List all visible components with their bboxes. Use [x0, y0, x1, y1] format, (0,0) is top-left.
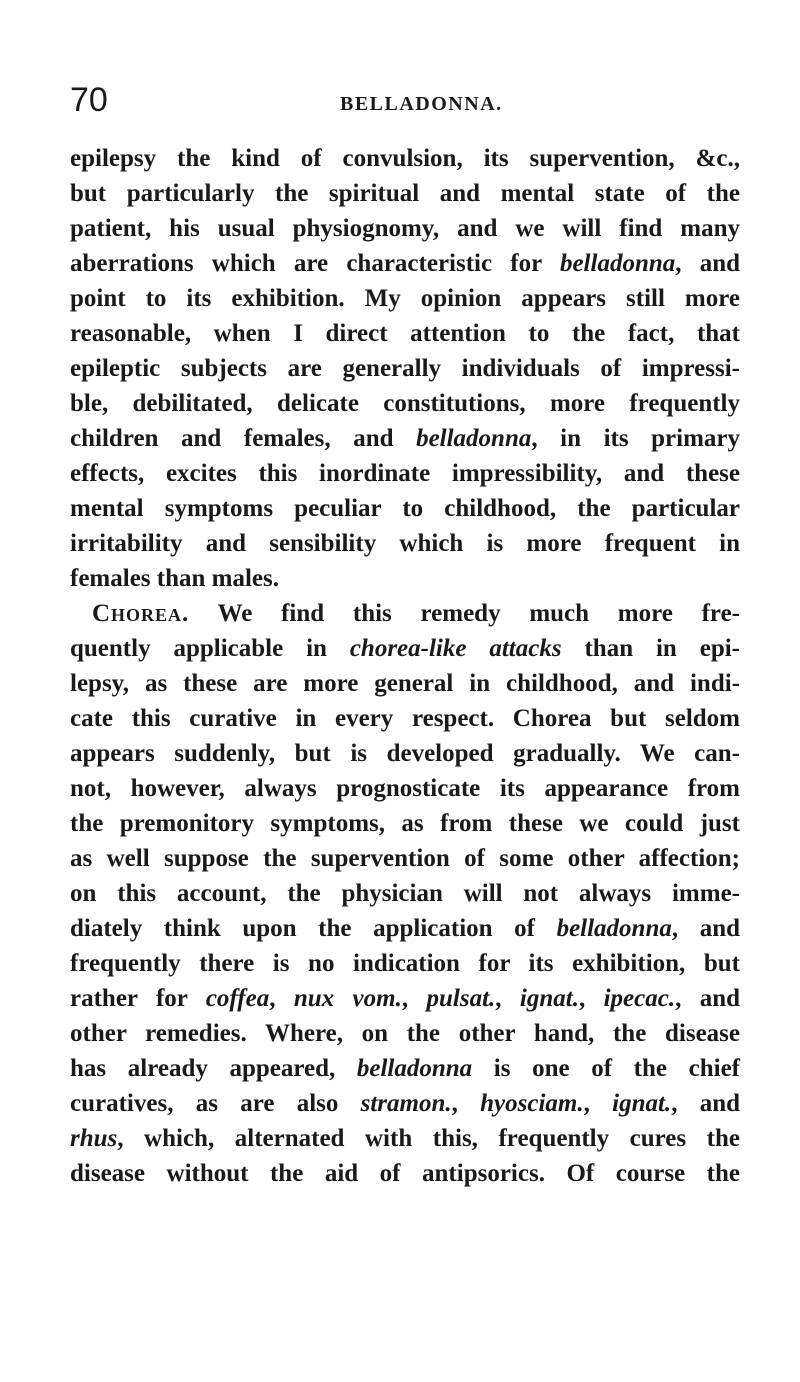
page-number: 70	[70, 81, 108, 119]
text-run: ,	[451, 1090, 481, 1117]
text-run: ,	[495, 985, 520, 1012]
text-run: as well suppose the supervention of some other affection;	[70, 845, 740, 872]
running-head: BELLADONNA.	[340, 93, 503, 115]
italic-term: ignat.	[519, 985, 579, 1012]
text-run: , and	[675, 250, 741, 277]
text-run: not, however, always prognosticate its appearance from	[70, 775, 740, 802]
text-run: , and	[671, 915, 741, 942]
text-run: ,	[578, 985, 604, 1012]
text-line	[70, 1156, 740, 1191]
text-line	[70, 596, 740, 631]
italic-term: coffea	[205, 985, 270, 1012]
italic-term: stramon.	[360, 1090, 452, 1117]
text-run: frequently there is no indication for its exhibition, but	[70, 950, 740, 977]
text-line	[70, 316, 740, 351]
text-run: has already appeared,	[70, 1055, 357, 1082]
text-line	[70, 421, 740, 456]
text-line	[70, 176, 740, 211]
italic-term: belladonna	[556, 915, 672, 942]
text-line	[70, 491, 740, 526]
text-line	[70, 211, 740, 246]
text-run: We find this remedy much more fre-	[189, 600, 740, 627]
text-run: females than males.	[70, 565, 279, 592]
text-line	[70, 1016, 740, 1051]
text-run: disease without the aid of antipsorics. Of course the	[70, 1160, 740, 1187]
text-line	[70, 876, 740, 911]
text-run: , in its primary	[531, 425, 741, 452]
text-run: point to its exhibition. My opinion appears still more	[70, 285, 740, 312]
text-run: epilepsy the kind of convulsion, its supervention, &c.,	[70, 145, 740, 172]
text-line	[70, 351, 740, 386]
text-run: diately think upon the application of	[70, 915, 557, 942]
text-run: ,	[269, 985, 294, 1012]
text-run: lepsy, as these are more general in childhood, and indi-	[70, 670, 740, 697]
text-run: , which, alternated with this, frequently cures the	[117, 1125, 740, 1152]
text-run: mental symptoms peculiar to childhood, the particular	[70, 495, 740, 522]
text-run: cate this curative in every respect. Chorea but seldom	[70, 705, 740, 732]
text-line	[70, 806, 740, 841]
text-run: rather for	[70, 985, 206, 1012]
text-run: patient, his usual physiognomy, and we will find many	[70, 215, 740, 242]
text-line	[70, 561, 740, 596]
text-line	[70, 456, 740, 491]
text-line	[70, 1051, 740, 1086]
text-run: reasonable, when I direct attention to the fact, that	[70, 320, 740, 347]
text-run: , and	[675, 985, 741, 1012]
text-line	[70, 141, 740, 176]
text-line	[70, 736, 740, 771]
italic-term: belladonna	[356, 1055, 473, 1082]
italic-term: belladonna	[416, 425, 532, 452]
text-run: effects, excites this inordinate impressibility, and these	[70, 460, 740, 487]
text-run: ble, debilitated, delicate constitutions, more frequently	[70, 390, 740, 417]
text-run: appears suddenly, but is developed gradually. We can-	[70, 740, 740, 767]
text-run: curatives, as are also	[70, 1090, 361, 1117]
text-run: other remedies. Where, on the other hand, the disease	[70, 1020, 740, 1047]
text-run: ,	[583, 1090, 613, 1117]
text-run: is one of the chief	[472, 1055, 740, 1082]
text-run: quently applicable in	[70, 635, 350, 662]
text-line	[70, 771, 740, 806]
italic-term: belladonna	[559, 250, 676, 277]
italic-term: nux vom.	[293, 985, 402, 1012]
text-line	[70, 246, 740, 281]
text-run: ,	[401, 985, 427, 1012]
italic-term: ipecac.	[603, 985, 676, 1012]
text-run: but particularly the spiritual and mental state of the	[70, 180, 740, 207]
text-line	[70, 911, 740, 946]
text-line	[70, 701, 740, 736]
text-line	[70, 841, 740, 876]
text-run: irritability and sensibility which is more frequent in	[70, 530, 740, 557]
text-line	[70, 386, 740, 421]
text-line	[70, 946, 740, 981]
text-run: than in epi-	[561, 635, 740, 662]
text-run: children and females, and	[70, 425, 417, 452]
text-run: aberrations which are characteristic for	[70, 250, 560, 277]
text-line	[70, 666, 740, 701]
text-line	[70, 526, 740, 561]
text-line	[70, 1121, 740, 1156]
italic-term: ignat.	[612, 1090, 672, 1117]
text-line	[70, 281, 740, 316]
text-run: epileptic subjects are generally individuals of impressi-	[70, 355, 740, 382]
page-header	[70, 80, 750, 120]
section-heading: Chorea.	[92, 600, 190, 627]
body-text	[70, 141, 740, 1191]
text-line	[70, 1086, 740, 1121]
italic-term: pulsat.	[426, 985, 496, 1012]
italic-term: hyosciam.	[480, 1090, 584, 1117]
text-line	[70, 631, 740, 666]
text-line	[70, 981, 740, 1016]
text-run: on this account, the physician will not always imme-	[70, 880, 740, 907]
text-run: the premonitory symptoms, as from these we could just	[70, 810, 740, 837]
text-run: , and	[671, 1090, 741, 1117]
italic-term: rhus	[70, 1125, 118, 1152]
italic-term: chorea-like attacks	[349, 635, 562, 662]
